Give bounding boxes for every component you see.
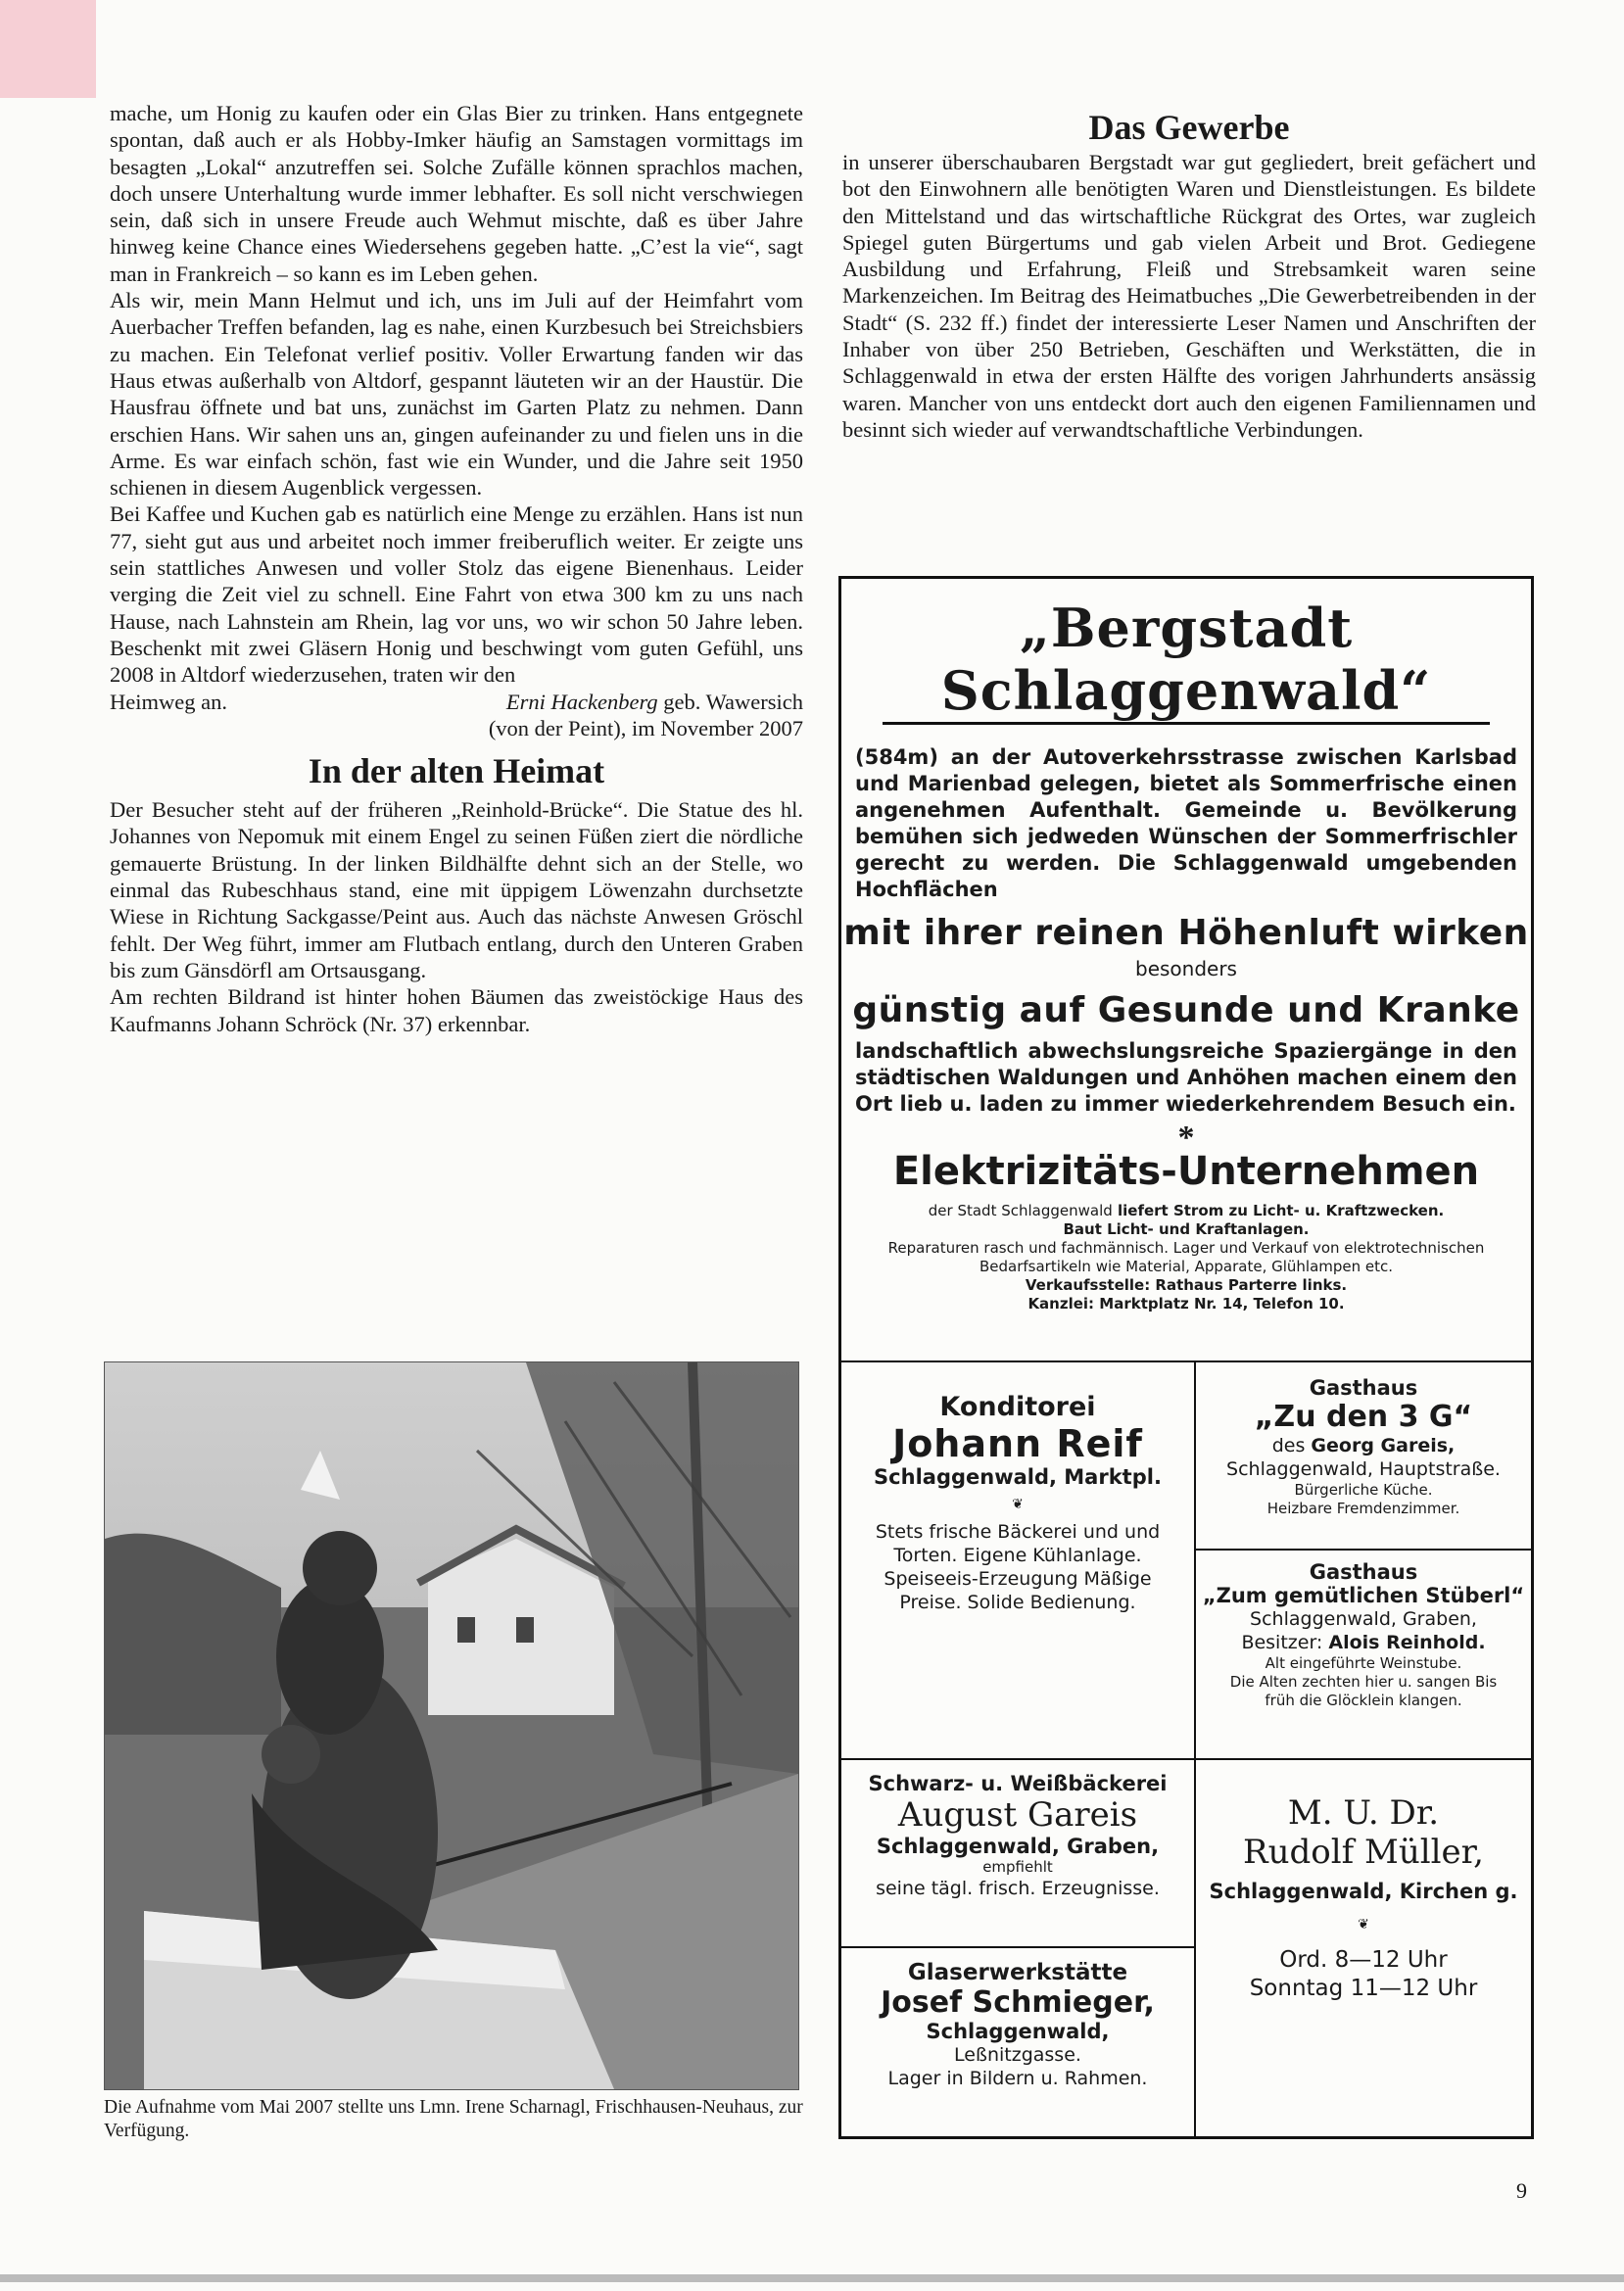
paragraph: Der Besucher steht auf der früheren „Reinhold-Brücke“. Die Statue des hl. Johannes von Nepomuk mit einem Engel zu seinen Füßen ziert die nördliche gemauerte Brüstung. In der linken Bildhälfte dehnt sich an der Stelle, wo einmal das Rubeschhaus stand, eine mit üppigem Löwenzahn durchsetzte Wiese in Richtung Sackgasse/Peint aus. Auch das nächste Anwesen Gröschl fehlt. Der Weg führt, immer am Flutbach entlang, durch den Unteren Graben bis zum Gänsdörfl am Ortsausgang. bbox=[110, 797, 803, 982]
divider bbox=[1196, 1549, 1531, 1551]
historic-advertisement bbox=[838, 576, 1534, 2139]
elek-line-4: Verkaufsstelle: Rathaus Parterre links. bbox=[1025, 1276, 1348, 1294]
ad-gasthaus-zu-den-3g: Gasthaus „Zu den 3 G“ des Georg Gareis, Schlaggenwald, Hauptstraße. Bürgerliche Küche. Heizbare Fremdenzimmer. bbox=[1226, 1376, 1501, 1517]
ad-landscape-text: landschaftlich abwechslungsreiche Spaziergänge in den städtischen Waldungen und Anhöhen machen einem den Ort lieb u. laden zu immer wiederkehrendem Besuch ein. bbox=[855, 1039, 1517, 1116]
ad-konditorei: Konditorei Johann Reif Schlaggenwald, Marktpl. ❦ Stets frische Bäckerei und und Torten. Eigene Kühlanlage. Speiseeis-Erzeugung Mäßige Preise. Solide Bedienung. bbox=[874, 1392, 1162, 1613]
ad-gasthaus-stueberl: Gasthaus „Zum gemütlichen Stüberl“ Schlaggenwald, Graben, Besitzer: Alois Reinhold. Alt eingeführte Weinstube. Die Alten zechten hier u. sangen Bis früh die Glöcklein klangen. bbox=[1202, 1560, 1525, 1709]
ad-headline: „Bergstadt Schlaggenwald“ bbox=[940, 597, 1432, 722]
signature-line: Heimweg an. Erni Hackenberg geb. Wawersich bbox=[110, 689, 803, 714]
author-date: (von der Peint), im November 2007 bbox=[488, 715, 803, 740]
photo-caption: Die Aufnahme vom Mai 2007 stellte uns Lmn. Irene Scharnagl, Frischhausen-Neuhaus, zur Verfügung. bbox=[104, 2097, 803, 2141]
elek-line-2: Baut Licht- und Kraftanlagen. bbox=[1063, 1220, 1310, 1238]
section-title: Das Gewerbe bbox=[1088, 108, 1290, 147]
ad-slogan-2: günstig auf Gesunde und Kranke bbox=[852, 990, 1520, 1030]
paragraph: Bei Kaffee und Kuchen gab es natürlich eine Menge zu erzählen. Hans ist nun 77, sieht gut aus und arbeitet noch immer freiberuflich weiter. Er zeigte uns sein stattliches Anwesen und voller Stolz das eigene Bienenhaus. Leider verging die Zeit viel zu schnell. Eine Fahrt von etwa 300 km zu uns nach Hause, nach Lahnstein am Rhein, lag vor uns, wo wir schon 50 Jahre leben. Beschenkt mit zwei Gläsern Honig und beschwingt vom guten Gefühl, uns 2008 in Altdorf wiederzusehen, traten wir den bbox=[110, 501, 803, 688]
section-title: In der alten Heimat bbox=[308, 751, 605, 791]
paragraph: Am rechten Bildrand ist hinter hohen Bäumen das zweistöckige Haus des Kaufmanns Johann Schröck (Nr. 37) erkennbar. bbox=[110, 984, 803, 1036]
scan-edge bbox=[0, 2274, 1624, 2282]
elek-title: Elektrizitäts-Unternehmen bbox=[892, 1149, 1480, 1194]
paragraph: mache, um Honig zu kaufen oder ein Glas Bier zu trinken. Hans entgegnete spontan, daß auch er als Hobby-Imker häufig an Samstagen vormittags im besagten „Lokal“ anzutreffen sei. Solche Zufälle können sprachlos machen, doch unsere Unterhaltung wurde immer lebhafter. Es soll nicht verschwiegen sein, daß sich in unsere Freude auch Wehmut mischte, daß es über Jahre hinweg keine Chance eines Wiedersehens gegeben hatte. „C’est la vie“, sagt man in Frankreich – so kann es im Leben gehen. bbox=[110, 101, 803, 286]
divider bbox=[841, 1758, 1531, 1760]
paragraph: in unserer überschaubaren Bergstadt war gut gegliedert, breit gefächert und bot den Einwohnern alle benötigten Waren und Dienstleistungen. Es bildete den Mittelstand und das wirtschaftliche Rückgrat des Ortes, war zugleich Spiegel guten Bürgertums und gab vielen Arbeit und Brot. Gediegene Ausbildung und Erfahrung, Fleiß und Strebsamkeit waren seine Markenzeichen. Im Beitrag des Heimatbuches „Die Gewerbetreibenden in der Stadt“ (S. 232 ff.) findet der interessierte Leser Namen und Anschriften der Inhaber von über 250 Betrieben, Geschäften und Werkstätten, die in Schlaggenwald in etwa der ersten Hälfte des vorigen Jahrhunderts ansässig waren. Mancher von uns entdeckt dort auch den eigenen Familiennamen und besinnt sich wieder auf verwandtschaftliche Verbindungen. bbox=[842, 150, 1536, 442]
elek-line-1: der Stadt Schlaggenwald liefert Strom zu Licht- u. Kraftzwecken. bbox=[928, 1202, 1445, 1219]
author-name: Erni Hackenberg bbox=[505, 689, 658, 714]
ad-intro: (584m) an der Autoverkehrsstrasse zwischen Karlsbad und Marienbad gelegen, bietet als Sommerfrische einen angenehmen Aufenthalt. Gemeinde u. Bevölkerung bemühen sich jedweden Wünschen der Sommerfrischler gerecht zu werden. Die Schlaggenwald umgebenden Hochflächen bbox=[855, 745, 1517, 901]
divider bbox=[841, 1946, 1196, 1948]
ad-grid bbox=[841, 1360, 1531, 2138]
photo-illustration bbox=[105, 1362, 798, 2089]
ad-doctor-mueller: M. U. Dr. Rudolf Müller, Schlaggenwald, Kirchen g. ❦ Ord. 8—12 Uhr Sonntag 11—12 Uhr bbox=[1209, 1793, 1518, 2001]
pink-sticky-note bbox=[0, 0, 96, 98]
elek-line-3: Reparaturen rasch und fachmännisch. Lager und Verkauf von elektrotechnischen Bedarfsartikeln wie Material, Apparate, Glühlampen etc. bbox=[887, 1239, 1485, 1275]
left-column bbox=[110, 100, 803, 1037]
right-column bbox=[842, 106, 1536, 443]
paragraph: Als wir, mein Mann Helmut und ich, uns im Juli auf der Heimfahrt vom Auerbacher Treffen befanden, lag es nahe, einen Kurzbesuch bei Streichsbiers zu machen. Ein Telefonat verlief positiv. Voller Erwartung fanden wir das Haus etwas außerhalb von Altdorf, gespannt läuteten wir an der Haustür. Die Hausfrau öffnete und bat uns, zunächst im Garten Platz zu nehmen. Dann erschien Hans. Wir sahen uns an, gingen aufeinander zu und fielen uns in die Arme. Es war einfach schön, fast wie ein Wunder, und die Jahre seit 1950 schienen in diesem Augenblick vergessen. bbox=[110, 288, 803, 501]
ad-besonders: besonders bbox=[1135, 957, 1237, 980]
photo-statue-nepomuk bbox=[104, 1361, 799, 2090]
star-ornament: * bbox=[1177, 1120, 1195, 1156]
divider bbox=[883, 722, 1490, 725]
ad-glaser-schmieger: Glaserwerkstätte Josef Schmieger, Schlaggenwald, Leßnitzgasse. Lager in Bildern u. Rahmen. bbox=[881, 1960, 1155, 2089]
ad-baeckerei-gareis: Schwarz- u. Weißbäckerei August Gareis Schlaggenwald, Graben, empfiehlt seine tägl. frisch. Erzeugnisse. bbox=[868, 1772, 1168, 1899]
ad-slogan-1: mit ihrer reinen Höhenluft wirken bbox=[843, 913, 1529, 953]
page-number: 9 bbox=[1516, 2178, 1527, 2203]
elek-line-5: Kanzlei: Marktplatz Nr. 14, Telefon 10. bbox=[1027, 1295, 1345, 1313]
